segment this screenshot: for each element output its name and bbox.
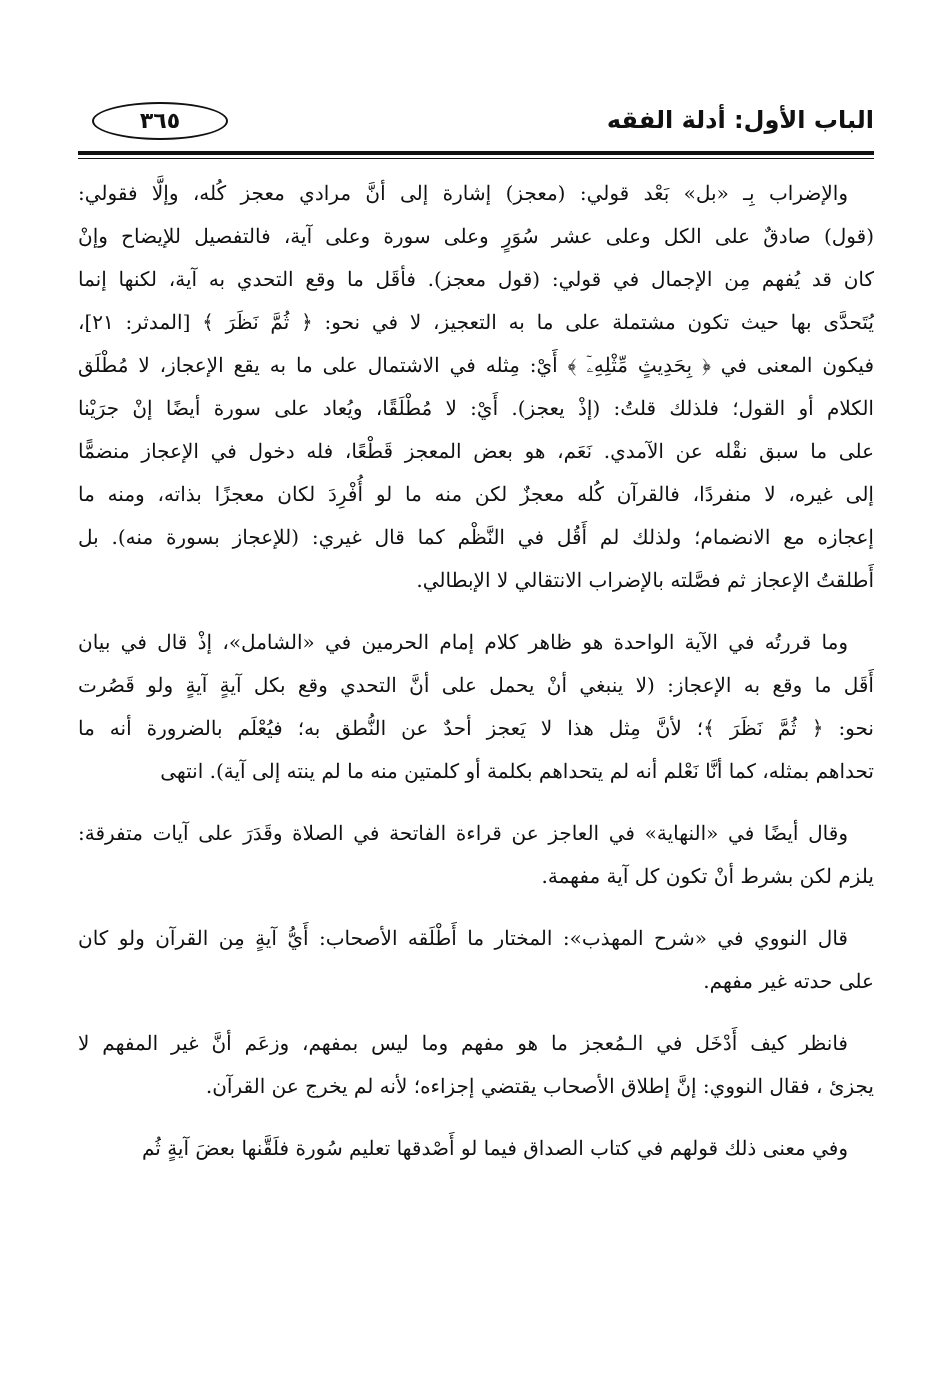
page-body	[78, 172, 874, 1189]
text-line: يُتَحدَّى بها حيث تكون مشتملة على ما به التعجيز، لا في نحو: ﴿ ثُمَّ نَظَرَ ﴾ [المدثر: ٢١]،	[78, 310, 874, 334]
text-line: الكلام أو القول؛ فلذلك قلتُ: (إذْ يعجز). أَيْ: لا مُطْلَقًا، ويُعاد على سورة أيضًا إنْ جرَيْنا	[78, 396, 874, 420]
text-line: يجزئ ، فقال النووي: إنَّ إطلاق الأصحاب يقتضي إجزاءه؛ لأنه لم يخرج عن القرآن.	[205, 1074, 874, 1098]
text-line: وفي معنى ذلك قولهم في كتاب الصداق فيما لو أَصْدقها تعليم سُورة فلَقَّنها بعضَ آيةٍ ثُم	[141, 1136, 848, 1160]
text-line: تحداهم بمثله، كما أنَّا نَعْلم أنه لم يتحداهم بكلمة أو كلمتين منه ما لم ينته إلى آية). انتهى	[160, 759, 874, 783]
text-line: فيكون المعنى في ﴿ بِحَدِيثٍ مِّثْلِهِۦٓ ﴾ أَيْ: مِثله في الاشتمال على ما به يقع الإعجاز، لا مُطْلَق	[78, 353, 874, 377]
paragraph	[78, 917, 874, 1003]
text-line: على حدته غير مفهم.	[703, 969, 874, 993]
text-line: والإضراب بِـ «بل» بَعْد قولي: (معجز) إشارة إلى أنَّ مرادي معجز كُله، وإلَّا فقولي:	[78, 181, 848, 205]
text-line: قال النووي في «شرح المهذب»: المختار ما أَطْلَقه الأصحاب: أَيُّ آيةٍ مِن القرآن ولو كان	[78, 926, 848, 950]
text-line: إلى غيره، لا منفردًا، فالقرآن كُله معجزٌ لكن منه ما لو أُفْرِدَ لكان معجزًا بذاته، ومنه ما	[78, 482, 874, 506]
page-header	[78, 100, 874, 146]
text-line: إعجازه مع الانضمام؛ ولذلك لم أَقُل في النَّظْم كما قال غيري: (للإعجاز بسورة منه). بل	[78, 525, 874, 549]
paragraph	[78, 1127, 874, 1170]
page-number: ٣٦٥	[92, 102, 228, 140]
text-line: نحو: ﴿ ثُمَّ نَظَرَ ﴾؛ لأنَّ مِثل هذا لا يَعجز أحدٌ عن النُّطق به؛ فيُعْلَم بالضرورة أنه ما	[78, 716, 874, 740]
text-line: وما قررتُه في الآية الواحدة هو ظاهر كلام إمام الحرمين في «الشامل»، إذْ قال في بيان	[78, 630, 848, 654]
paragraph	[78, 812, 874, 898]
text-line: وقال أيضًا في «النهاية» في العاجز عن قراءة الفاتحة في الصلاة وقَدَرَ على آيات متفرقة:	[78, 821, 848, 845]
paragraph	[78, 172, 874, 602]
header-rule-thick	[78, 151, 874, 155]
text-line: أَطلقتُ الإعجاز ثم فصَّلته بالإضراب الانتقالي لا الإبطالي.	[416, 568, 874, 592]
paragraph	[78, 1022, 874, 1108]
running-title: الباب الأول: أدلة الفقه	[606, 106, 874, 134]
text-line: أَقَل ما وقع به الإعجاز: (لا ينبغي أنْ يحمل على أنَّ التحدي وقع بكل آيةٍ آيةٍ ولو قَصُرت	[78, 673, 874, 697]
text-line: كان قد يُفهم مِن الإجمال في قولي: (قول معجز). فأقَل ما وقع التحدي به آية، لكنها إنما	[78, 267, 874, 291]
text-line: فانظر كيف أَدْخَل في الـمُعجز ما هو مفهم وما ليس بمفهم، وزعَم أنَّ غير المفهم لا	[78, 1031, 848, 1055]
paragraph	[78, 621, 874, 793]
text-line: على ما سبق نقْله عن الآمدي. نَعَم، هو بعض المعجز قَطْعًا، فله دخول في الإعجاز منضمًّا	[78, 439, 874, 463]
text-line: (قول) صادقٌ على الكل وعلى عشر سُوَرٍ وعلى سورة وعلى آية، فالتفصيل للإيضاح وإنْ	[78, 224, 874, 248]
header-rule-thin	[78, 158, 874, 159]
text-line: يلزم لكن بشرط أنْ تكون كل آية مفهمة.	[541, 864, 874, 888]
